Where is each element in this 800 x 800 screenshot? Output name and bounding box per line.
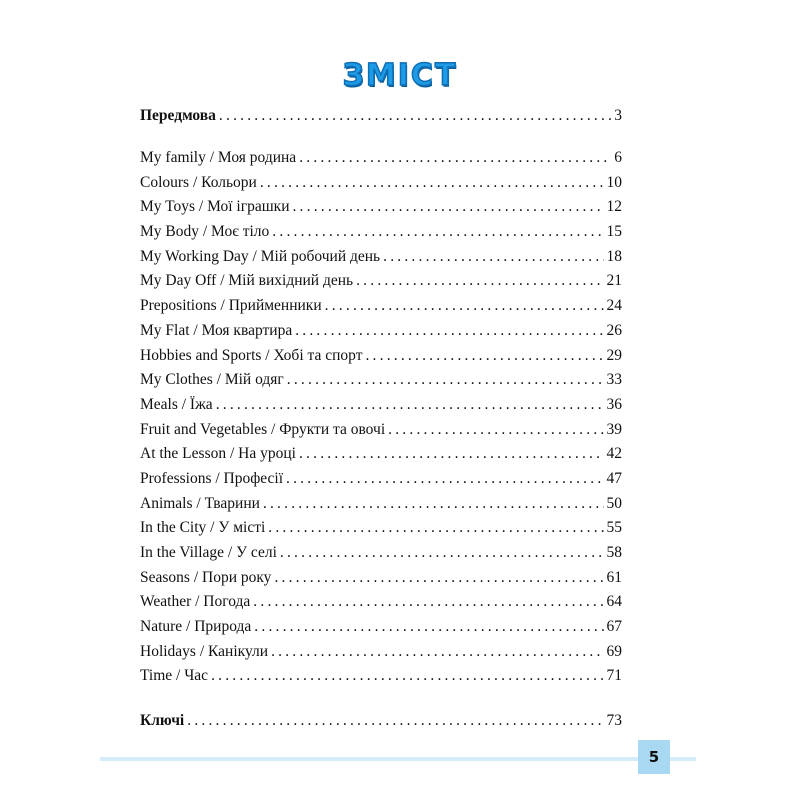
toc-row <box>140 467 622 492</box>
toc-entry-label: Fruit and Vegetables / Фрукти та овочі <box>140 420 386 438</box>
toc-leader-dots <box>365 344 603 369</box>
page-number-badge: 5 <box>638 740 670 774</box>
toc-leader-dots <box>271 640 603 665</box>
toc-row <box>140 516 622 541</box>
toc-leader-dots <box>299 146 611 171</box>
toc-leader-dots <box>274 566 603 591</box>
toc-entry-page: 26 <box>606 321 622 339</box>
footer-divider <box>100 757 696 761</box>
toc-row <box>140 566 622 591</box>
toc-entry-page: 61 <box>606 568 622 586</box>
toc-row-intro <box>140 104 622 129</box>
toc-keys-section <box>140 709 622 734</box>
toc-leader-dots <box>388 418 603 443</box>
toc-entry-label: My Working Day / Мій робочий день <box>140 247 381 265</box>
toc-row-keys <box>140 709 622 734</box>
toc-row <box>140 664 622 689</box>
toc-entry-label: In the City / У місті <box>140 519 266 537</box>
toc-entry-page: 39 <box>606 420 622 438</box>
toc-entry-label: Holidays / Канікули <box>140 642 269 660</box>
toc-row <box>140 146 622 171</box>
toc-leader-dots <box>272 220 603 245</box>
toc-leader-dots <box>286 467 603 492</box>
toc-entry-page: 55 <box>606 519 622 537</box>
toc-entry-label: Weather / Погода <box>140 593 251 611</box>
toc-row <box>140 220 622 245</box>
toc-leader-dots <box>254 615 603 640</box>
toc-entry-page: 12 <box>606 198 622 216</box>
toc-entry-label: Nature / Природа <box>140 618 252 636</box>
toc-row <box>140 541 622 566</box>
toc-leader-dots <box>253 590 603 615</box>
toc-entry-page: 67 <box>606 618 622 636</box>
toc-entry-page: 64 <box>606 593 622 611</box>
toc-entry-label: My Day Off / Мій вихідний день <box>140 272 354 290</box>
toc-leader-dots <box>287 368 604 393</box>
toc-leader-dots <box>295 319 603 344</box>
toc-entry-label: Time / Час <box>140 667 209 685</box>
toc-entry-label: In the Village / У селі <box>140 544 277 561</box>
toc-leader-dots <box>383 245 603 270</box>
toc-entry-page: 18 <box>606 247 622 265</box>
toc-entry-label: My Body / Моє тіло <box>140 223 270 241</box>
toc-entry-page: 36 <box>606 395 622 413</box>
toc-entry-page: 10 <box>606 173 622 191</box>
toc-leader-dots <box>299 442 604 467</box>
toc-entry-label: Colours / Кольори <box>140 173 257 191</box>
toc-intro-section <box>140 104 622 129</box>
toc-row <box>140 615 622 640</box>
toc-entry-page: 29 <box>606 346 622 364</box>
toc-row <box>140 492 622 517</box>
toc-entry-label: Hobbies and Sports / Хобі та спорт <box>140 346 363 364</box>
toc-leader-dots <box>292 195 603 220</box>
toc-row <box>140 418 622 443</box>
toc-entry-label: Animals / Тварини <box>140 494 260 512</box>
toc-row <box>140 640 622 665</box>
toc-entry-page: 15 <box>606 223 622 241</box>
toc-leader-dots <box>187 709 603 734</box>
toc-row <box>140 171 622 196</box>
toc-leader-dots <box>219 104 611 129</box>
toc-entry-label: Meals / Їжа <box>140 395 213 413</box>
toc-entry-page: 69 <box>606 642 622 660</box>
toc-row <box>140 195 622 220</box>
toc-row <box>140 319 622 344</box>
toc-leader-dots <box>280 541 604 566</box>
toc-entry-page: 47 <box>606 469 622 487</box>
toc-row <box>140 590 622 615</box>
toc-entry-label: My Toys / Мої іграшки <box>140 198 290 216</box>
toc-row <box>140 344 622 369</box>
toc-entry-label: Prepositions / Прийменники <box>140 297 322 315</box>
page-title: ЗМІСТ <box>342 58 458 93</box>
toc-entry-label: At the Lesson / На уроці <box>140 445 296 463</box>
toc-entry-label: Передмова <box>140 107 216 124</box>
toc-entry-page: 58 <box>606 544 622 561</box>
toc-entry-page: 24 <box>606 297 622 315</box>
toc-entry-label: My Clothes / Мій одяг <box>140 371 284 389</box>
toc-leader-dots <box>263 492 604 517</box>
toc-leader-dots <box>268 516 603 541</box>
toc-entry-page: 73 <box>606 712 622 729</box>
toc-leader-dots <box>216 393 604 418</box>
toc-leader-dots <box>356 269 603 294</box>
toc-entry-label: My family / Моя родина <box>140 149 297 166</box>
toc-leader-dots <box>211 664 603 689</box>
toc-leader-dots <box>325 294 604 319</box>
toc-row <box>140 269 622 294</box>
toc-row <box>140 245 622 270</box>
toc-entry-page: 21 <box>606 272 622 290</box>
toc-entry-label: Ключі <box>140 712 185 729</box>
toc-entry-page: 50 <box>606 494 622 512</box>
toc-entry-page: 6 <box>614 149 622 166</box>
toc-row <box>140 294 622 319</box>
toc-row <box>140 393 622 418</box>
toc-entry-page: 3 <box>614 107 622 124</box>
toc-entry-label: Seasons / Пори року <box>140 568 272 586</box>
toc-leader-dots <box>260 171 604 196</box>
toc-row <box>140 442 622 467</box>
toc-main-section <box>140 146 622 689</box>
toc-entry-label: My Flat / Моя квартира <box>140 321 293 339</box>
toc-entry-page: 33 <box>606 371 622 389</box>
toc-entry-label: Professions / Професії <box>140 469 284 487</box>
toc-entry-page: 71 <box>606 667 622 685</box>
toc-entry-page: 42 <box>606 445 622 463</box>
toc-row <box>140 368 622 393</box>
